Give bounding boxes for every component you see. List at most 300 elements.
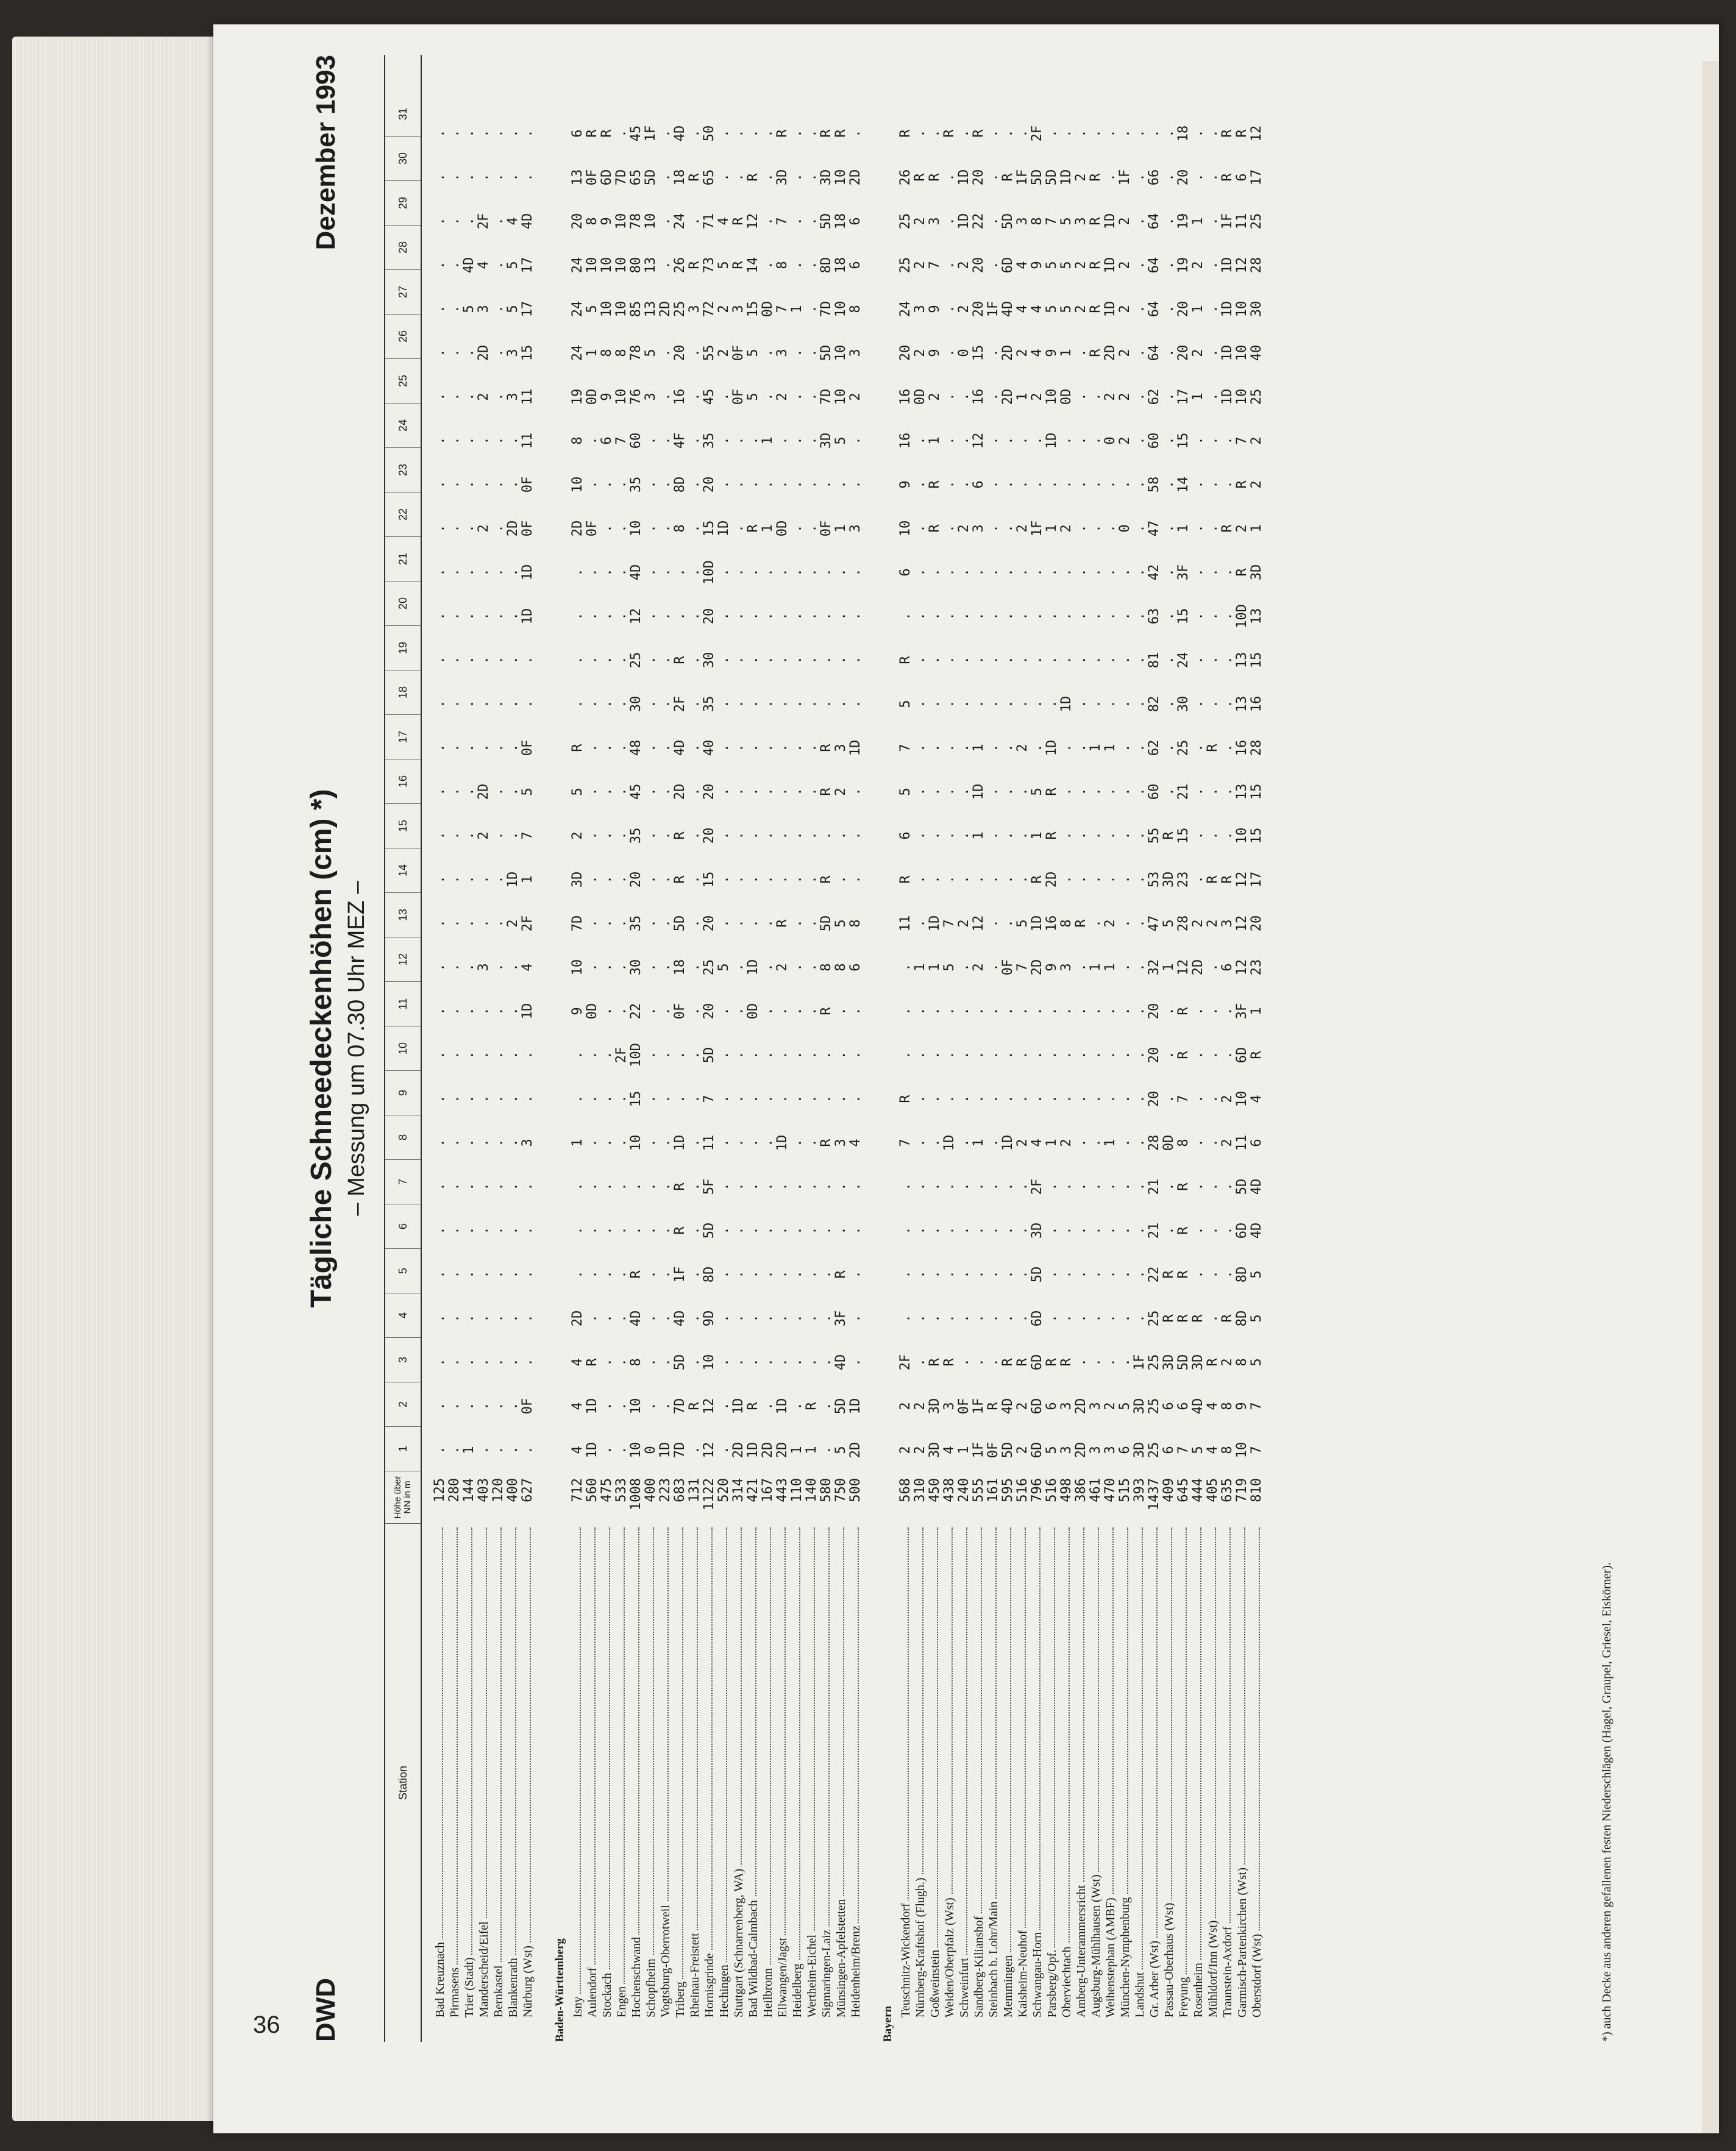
- snow-depth-cell: .: [1044, 568, 1059, 577]
- snow-depth-cell: .: [1015, 656, 1030, 664]
- snow-depth-cell: 6: [599, 436, 614, 445]
- snow-depth-cell: .: [461, 129, 477, 138]
- snow-depth-cell: .: [643, 1402, 658, 1410]
- station-name: Triberg: [674, 1979, 687, 2018]
- snow-depth-cell: 17: [520, 300, 535, 318]
- snow-depth-cell: R: [833, 129, 848, 138]
- snow-depth-cell: 1: [789, 1446, 805, 1454]
- snow-depth-cell: .: [599, 919, 614, 928]
- snow-depth-cell: 3D: [819, 432, 834, 449]
- snow-depth-cell: 1: [585, 349, 600, 357]
- snow-depth-cell: .: [432, 919, 447, 928]
- snow-depth-cell: 24: [672, 213, 688, 230]
- snow-depth-cell: .: [819, 656, 834, 664]
- snow-depth-cell: .: [927, 1139, 942, 1147]
- snow-depth-cell: 3: [912, 305, 928, 313]
- snow-depth-cell: .: [520, 173, 535, 182]
- snow-depth-cell: 1: [570, 1139, 585, 1147]
- snow-depth-cell: R: [1088, 261, 1103, 269]
- snow-depth-cell: R: [775, 129, 790, 138]
- snow-depth-cell: .: [476, 1402, 491, 1410]
- snow-depth-cell: .: [1059, 1095, 1074, 1103]
- snow-depth-cell: 1D: [942, 1134, 957, 1151]
- snow-depth-cell: .: [1073, 349, 1089, 357]
- snow-depth-cell: 5: [1044, 305, 1059, 313]
- snow-depth-cell: .: [716, 1402, 731, 1410]
- snow-depth-cell: 0F: [585, 169, 600, 186]
- snow-depth-cell: 1: [956, 1446, 972, 1454]
- table-row: [1162, 55, 1176, 2042]
- snow-depth-cell: 6D: [1030, 1354, 1045, 1371]
- snow-depth-cell: .: [898, 1226, 913, 1235]
- snow-depth-cell: .: [585, 1270, 600, 1279]
- snow-depth-cell: 9: [1044, 349, 1059, 357]
- station-name: München-Nymphenburg: [1119, 1895, 1132, 2018]
- snow-depth-cell: 8D: [672, 476, 688, 493]
- snow-depth-cell: 3D: [1161, 1354, 1176, 1371]
- snow-depth-cell: .: [628, 1182, 644, 1191]
- snow-depth-cell: .: [912, 1270, 928, 1279]
- snow-depth-cell: 9: [898, 480, 913, 489]
- snow-depth-cell: .: [848, 129, 863, 138]
- snow-depth-cell: 15: [1176, 827, 1191, 844]
- snow-depth-cell: .: [491, 217, 506, 226]
- snow-depth-cell: 6: [971, 480, 986, 489]
- snow-depth-cell: .: [819, 1402, 834, 1410]
- station-height: 712: [570, 1478, 585, 1502]
- snow-depth-cell: 18: [833, 257, 848, 274]
- snow-depth-cell: 13: [1234, 783, 1250, 800]
- station-height: 683: [672, 1478, 688, 1502]
- snow-depth-cell: 3: [971, 524, 986, 533]
- snow-depth-cell: .: [731, 1314, 746, 1323]
- snow-depth-cell: .: [614, 875, 629, 884]
- snow-depth-cell: .: [789, 349, 805, 357]
- snow-depth-cell: 47: [1147, 915, 1162, 932]
- snow-depth-cell: .: [1220, 480, 1235, 489]
- station-name: Rheinau-Freistett: [688, 1930, 702, 2018]
- station-height: 444: [1190, 1478, 1206, 1502]
- snow-depth-cell: 13: [1234, 652, 1250, 669]
- snow-depth-cell: 6: [1161, 1402, 1176, 1410]
- snow-depth-cell: .: [833, 1182, 848, 1191]
- day-column-header: 28: [385, 226, 421, 270]
- snow-depth-cell: .: [1103, 524, 1118, 533]
- snow-depth-cell: 64: [1147, 257, 1162, 274]
- snow-depth-cell: .: [585, 436, 600, 445]
- snow-depth-cell: .: [1088, 1314, 1103, 1323]
- snow-depth-cell: 5: [942, 963, 957, 972]
- snow-depth-cell: 1: [760, 524, 775, 533]
- snow-depth-cell: 2: [898, 1446, 913, 1454]
- snow-depth-cell: 3D: [927, 1398, 942, 1415]
- snow-depth-cell: .: [1030, 480, 1045, 489]
- snow-depth-cell: .: [986, 875, 1001, 884]
- snow-depth-cell: 60: [1147, 783, 1162, 800]
- snow-depth-cell: 8: [848, 919, 863, 928]
- snow-depth-cell: 1D: [848, 739, 863, 756]
- station-cell: [688, 1524, 702, 2042]
- station-cell: [673, 1524, 688, 2042]
- snow-depth-cell: .: [731, 436, 746, 445]
- snow-depth-cell: .: [912, 656, 928, 664]
- snow-depth-cell: .: [520, 1270, 535, 1279]
- snow-depth-cell: .: [1161, 305, 1176, 313]
- snow-depth-cell: R: [1176, 1314, 1191, 1323]
- snow-depth-cell: 10: [643, 213, 658, 230]
- snow-depth-cell: .: [1117, 1051, 1133, 1059]
- snow-depth-cell: 3: [1088, 1402, 1103, 1410]
- snow-depth-cell: 10: [833, 300, 848, 318]
- snow-depth-cell: 10D: [1234, 604, 1250, 628]
- snow-depth-cell: .: [687, 788, 702, 796]
- snow-depth-cell: .: [1205, 963, 1220, 972]
- snow-depth-cell: .: [658, 568, 673, 577]
- station-height: 421: [745, 1478, 761, 1502]
- snow-depth-cell: .: [643, 919, 658, 928]
- snow-depth-cell: .: [658, 1139, 673, 1147]
- snow-depth-cell: .: [789, 1007, 805, 1015]
- snow-depth-cell: .: [956, 129, 972, 138]
- snow-depth-cell: 2: [1015, 524, 1030, 533]
- table-row: [688, 55, 702, 2042]
- snow-depth-cell: 4D: [461, 257, 477, 274]
- station-height: 409: [1161, 1478, 1176, 1502]
- snow-depth-cell: R: [672, 656, 688, 664]
- snow-depth-cell: .: [731, 919, 746, 928]
- snow-depth-cell: 1: [971, 744, 986, 752]
- snow-depth-cell: .: [731, 875, 746, 884]
- snow-depth-cell: .: [643, 831, 658, 840]
- snow-depth-cell: 8: [614, 349, 629, 357]
- snow-depth-cell: 6: [848, 963, 863, 972]
- snow-depth-cell: .: [912, 612, 928, 620]
- snow-depth-cell: .: [1117, 568, 1133, 577]
- snow-depth-cell: 1F: [971, 1442, 986, 1459]
- station-cell: [717, 1524, 731, 2042]
- snow-depth-cell: 1: [760, 436, 775, 445]
- snow-depth-cell: .: [585, 1051, 600, 1059]
- snow-depth-cell: 5: [833, 1446, 848, 1454]
- snow-depth-cell: 0F: [956, 1398, 972, 1415]
- snow-depth-cell: 78: [628, 344, 644, 361]
- station-cell: [1001, 1524, 1016, 2042]
- snow-depth-cell: R: [731, 217, 746, 226]
- snow-depth-cell: R: [687, 1402, 702, 1410]
- snow-depth-cell: .: [599, 1007, 614, 1015]
- snow-depth-cell: .: [1117, 656, 1133, 664]
- snow-depth-cell: 15: [628, 1090, 644, 1107]
- snow-depth-cell: .: [1190, 436, 1206, 445]
- snow-depth-cell: 65: [628, 169, 644, 186]
- snow-depth-cell: .: [1059, 568, 1074, 577]
- snow-depth-cell: .: [585, 919, 600, 928]
- snow-depth-cell: 10: [833, 344, 848, 361]
- snow-depth-cell: 2: [1117, 436, 1133, 445]
- snow-depth-cell: .: [599, 831, 614, 840]
- snow-depth-cell: 2: [1190, 349, 1206, 357]
- snow-depth-cell: .: [461, 173, 477, 182]
- snow-depth-cell: .: [1000, 1226, 1016, 1235]
- snow-depth-cell: R: [898, 1095, 913, 1103]
- snow-depth-cell: .: [599, 1446, 614, 1454]
- snow-depth-cell: R: [1205, 1358, 1220, 1367]
- snow-depth-cell: 4D: [672, 125, 688, 142]
- station-cell: [1133, 1524, 1147, 2042]
- snow-depth-cell: .: [927, 875, 942, 884]
- snow-depth-cell: .: [658, 1270, 673, 1279]
- station-column-header: Station: [396, 1765, 409, 1801]
- snow-depth-cell: .: [1000, 700, 1016, 708]
- snow-depth-cell: 12: [971, 432, 986, 449]
- snow-depth-cell: .: [1220, 1007, 1235, 1015]
- snow-depth-cell: .: [1073, 1226, 1089, 1235]
- station-cell: [644, 1524, 658, 2042]
- snow-depth-cell: .: [833, 831, 848, 840]
- snow-depth-cell: .: [789, 612, 805, 620]
- snow-depth-cell: 5: [505, 261, 521, 269]
- station-name: Kaisheim-Neuhof: [1016, 1928, 1030, 2018]
- snow-depth-cell: .: [599, 612, 614, 620]
- day-column-header: 13: [385, 893, 421, 937]
- snow-depth-cell: 2: [956, 261, 972, 269]
- snow-depth-cell: .: [599, 1314, 614, 1323]
- snow-depth-cell: .: [942, 1007, 957, 1015]
- snow-depth-cell: 1: [1249, 524, 1264, 533]
- snow-depth-cell: 6D: [1000, 257, 1016, 274]
- snow-depth-cell: .: [505, 1139, 521, 1147]
- snow-depth-cell: .: [716, 480, 731, 489]
- snow-depth-cell: 28: [1147, 1134, 1162, 1151]
- snow-depth-cell: .: [833, 1226, 848, 1235]
- snow-depth-cell: .: [1015, 1095, 1030, 1103]
- snow-depth-cell: .: [476, 480, 491, 489]
- snow-depth-cell: 2: [1117, 217, 1133, 226]
- snow-depth-cell: .: [461, 700, 477, 708]
- snow-depth-cell: .: [927, 568, 942, 577]
- snow-depth-cell: 25: [1147, 1398, 1162, 1415]
- snow-depth-cell: .: [775, 1314, 790, 1323]
- snow-depth-cell: .: [1205, 217, 1220, 226]
- snow-depth-cell: 2: [848, 393, 863, 401]
- snow-depth-cell: 10: [585, 257, 600, 274]
- snow-depth-cell: 0D: [912, 388, 928, 405]
- snow-depth-cell: 3D: [1161, 871, 1176, 888]
- table-row: [702, 55, 717, 2042]
- snow-depth-cell: .: [520, 700, 535, 708]
- snow-depth-cell: .: [461, 788, 477, 796]
- snow-depth-cell: .: [461, 919, 477, 928]
- table-row: [1074, 55, 1089, 2042]
- snow-depth-cell: .: [491, 963, 506, 972]
- snow-depth-cell: 2: [1103, 393, 1118, 401]
- snow-depth-cell: .: [1088, 480, 1103, 489]
- snow-depth-cell: 19: [1176, 257, 1191, 274]
- snow-depth-cell: 10: [614, 388, 629, 405]
- snow-depth-cell: .: [804, 744, 819, 752]
- snow-depth-cell: 8D: [1234, 1266, 1250, 1283]
- table-row: [819, 55, 834, 2042]
- snow-depth-cell: 2F: [614, 1047, 629, 1064]
- snow-depth-cell: .: [819, 568, 834, 577]
- station-name: Stuttgart (Schnarrenberg, WA): [732, 1866, 745, 2018]
- snow-depth-cell: .: [599, 1226, 614, 1235]
- snow-depth-cell: .: [1103, 1182, 1118, 1191]
- snow-depth-cell: .: [760, 1182, 775, 1191]
- snow-depth-cell: 3: [833, 1139, 848, 1147]
- snow-depth-cell: .: [1132, 656, 1147, 664]
- table-row: [506, 55, 521, 2042]
- snow-depth-cell: .: [447, 1270, 462, 1279]
- station-name: Augsburg-Mühlhausen (Wst): [1089, 1872, 1103, 2018]
- snow-depth-cell: .: [432, 129, 447, 138]
- snow-depth-cell: .: [505, 1446, 521, 1454]
- snow-depth-cell: .: [804, 1270, 819, 1279]
- station-cell: [1016, 1524, 1030, 2042]
- table-row: [898, 55, 913, 2042]
- snow-depth-cell: .: [643, 875, 658, 884]
- snow-depth-cell: R: [1088, 305, 1103, 313]
- snow-depth-cell: .: [599, 1270, 614, 1279]
- snow-depth-cell: .: [447, 788, 462, 796]
- snow-depth-cell: .: [927, 1314, 942, 1323]
- table-row: [1103, 55, 1118, 2042]
- snow-depth-cell: .: [432, 173, 447, 182]
- station-height: 627: [520, 1478, 535, 1502]
- snow-depth-cell: .: [461, 656, 477, 664]
- snow-depth-cell: .: [1117, 1358, 1133, 1367]
- snow-depth-cell: .: [898, 1051, 913, 1059]
- snow-depth-cell: .: [614, 1270, 629, 1279]
- snow-depth-cell: .: [599, 744, 614, 752]
- snow-depth-cell: .: [643, 524, 658, 533]
- station-name: Nürburg (Wst): [521, 1943, 535, 2018]
- snow-depth-cell: .: [1190, 173, 1206, 182]
- snow-depth-cell: .: [789, 173, 805, 182]
- snow-depth-cell: R: [819, 129, 834, 138]
- snow-depth-cell: .: [1205, 788, 1220, 796]
- snow-depth-cell: .: [1088, 1182, 1103, 1191]
- snow-depth-cell: .: [432, 1051, 447, 1059]
- snow-depth-cell: 6: [570, 129, 585, 138]
- snow-depth-cell: .: [1117, 831, 1133, 840]
- snow-depth-cell: .: [1015, 612, 1030, 620]
- snow-depth-cell: .: [658, 744, 673, 752]
- station-height: 386: [1073, 1478, 1089, 1502]
- day-column-header: 25: [385, 359, 421, 404]
- station-cell: [571, 1524, 585, 2042]
- snow-depth-cell: R: [1234, 480, 1250, 489]
- snow-depth-cell: .: [956, 963, 972, 972]
- snow-depth-cell: 2: [1015, 1402, 1030, 1410]
- day-column-header: 23: [385, 448, 421, 492]
- snow-depth-cell: 1D: [520, 608, 535, 625]
- snow-depth-cell: .: [986, 1226, 1001, 1235]
- snow-depth-cell: 1D: [1000, 1134, 1016, 1151]
- snow-depth-cell: 42: [1147, 564, 1162, 581]
- snow-depth-cell: 20: [971, 169, 986, 186]
- snow-depth-cell: .: [505, 129, 521, 138]
- snow-depth-cell: .: [789, 524, 805, 533]
- snow-depth-cell: 5D: [643, 169, 658, 186]
- snow-depth-cell: 2: [775, 393, 790, 401]
- snow-depth-cell: .: [461, 217, 477, 226]
- snow-depth-cell: .: [476, 656, 491, 664]
- snow-depth-cell: .: [1030, 656, 1045, 664]
- snow-depth-cell: .: [614, 963, 629, 972]
- snow-depth-cell: .: [1044, 129, 1059, 138]
- snow-depth-cell: .: [476, 1446, 491, 1454]
- station-height: 120: [491, 1478, 506, 1502]
- snow-depth-cell: 10: [614, 257, 629, 274]
- station-name: Aulendorf: [586, 1965, 599, 2018]
- snow-depth-cell: 30: [1176, 695, 1191, 713]
- snow-depth-cell: .: [745, 129, 761, 138]
- snow-depth-cell: 1: [927, 963, 942, 972]
- snow-depth-cell: .: [986, 1270, 1001, 1279]
- snow-depth-cell: 1D: [1103, 213, 1118, 230]
- snow-depth-cell: 1D: [745, 1442, 761, 1459]
- snow-depth-cell: .: [461, 1402, 477, 1410]
- snow-depth-cell: 2: [912, 261, 928, 269]
- snow-depth-cell: .: [1044, 1182, 1059, 1191]
- snow-depth-cell: .: [956, 1139, 972, 1147]
- station-height: 310: [912, 1478, 928, 1502]
- snow-depth-cell: 8: [585, 217, 600, 226]
- snow-depth-cell: .: [789, 1095, 805, 1103]
- snow-depth-cell: 8: [1234, 1358, 1250, 1367]
- snow-depth-cell: .: [1000, 831, 1016, 840]
- snow-depth-cell: .: [819, 480, 834, 489]
- snow-depth-cell: .: [505, 656, 521, 664]
- snow-depth-cell: 7: [898, 744, 913, 752]
- snow-depth-cell: .: [432, 1270, 447, 1279]
- table-row: [957, 55, 972, 2042]
- snow-depth-cell: 5D: [1176, 1354, 1191, 1371]
- snow-depth-cell: .: [1059, 1051, 1074, 1059]
- snow-depth-cell: 3: [1073, 217, 1089, 226]
- snow-depth-cell: .: [614, 568, 629, 577]
- snow-depth-cell: 19: [570, 388, 585, 405]
- table-row: [614, 55, 629, 2042]
- snow-depth-cell: 13: [1249, 608, 1264, 625]
- snow-depth-cell: 1: [1030, 831, 1045, 840]
- snow-depth-cell: .: [804, 1358, 819, 1367]
- snow-depth-cell: 35: [628, 476, 644, 493]
- snow-depth-cell: .: [1015, 1051, 1030, 1059]
- snow-depth-cell: 65: [702, 169, 717, 186]
- day-column-header: 31: [385, 92, 421, 137]
- snow-depth-cell: .: [687, 1270, 702, 1279]
- table-row: [1089, 55, 1103, 2042]
- snow-depth-cell: R: [585, 1358, 600, 1367]
- snow-depth-cell: .: [505, 1226, 521, 1235]
- snow-depth-cell: .: [585, 744, 600, 752]
- snow-depth-cell: 3: [1103, 1446, 1118, 1454]
- snow-depth-cell: .: [1044, 700, 1059, 708]
- snow-depth-cell: .: [848, 1270, 863, 1279]
- snow-depth-cell: 1: [1190, 217, 1206, 226]
- table-row: [433, 55, 447, 2042]
- snow-depth-cell: 8D: [819, 257, 834, 274]
- station-height: 580: [819, 1478, 834, 1502]
- snow-depth-cell: .: [956, 700, 972, 708]
- snow-depth-cell: 10: [628, 1398, 644, 1415]
- snow-depth-cell: .: [1190, 831, 1206, 840]
- snow-depth-cell: 2: [1030, 393, 1045, 401]
- snow-depth-cell: R: [1015, 1358, 1030, 1367]
- snow-depth-cell: .: [687, 217, 702, 226]
